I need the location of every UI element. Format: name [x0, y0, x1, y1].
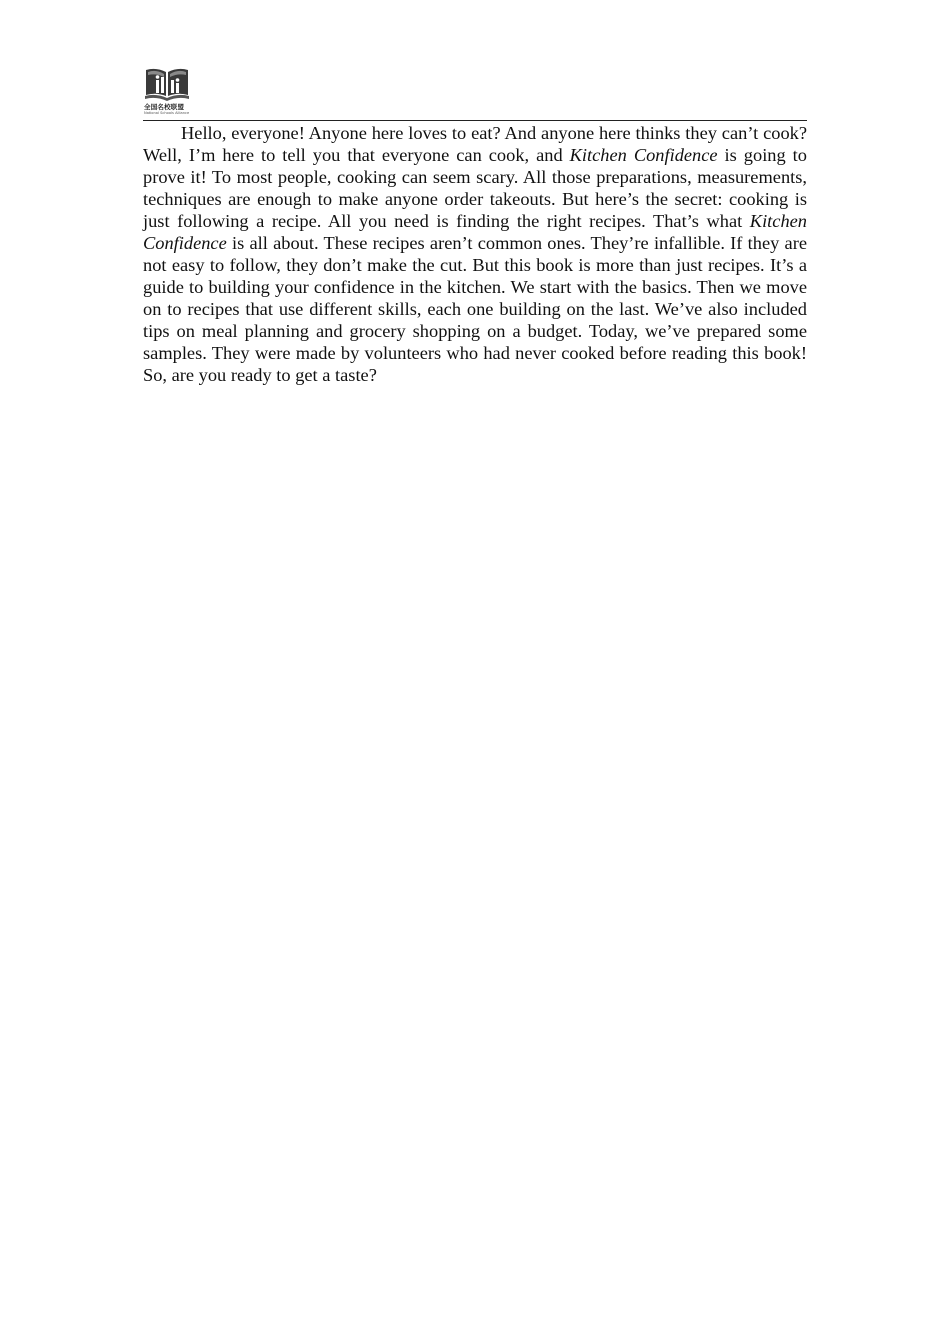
book-title: Kitchen Confidence	[143, 211, 807, 253]
passage-paragraph	[143, 122, 807, 386]
logo-english-text: National Schools Alliance	[144, 111, 190, 115]
page-header	[143, 66, 807, 122]
school-alliance-logo	[143, 66, 191, 118]
passage-text-2: is going to prove it! To most people, cooking can seem scary. All those preparations, measurements, techniques are enough to make anyone order takeouts. But here’s the secret: cooking is just following a recipe. All you need is finding the right recipes. That’s what	[143, 145, 807, 231]
book-title: Kitchen Confidence	[569, 145, 718, 165]
header-divider	[143, 120, 807, 121]
passage-text-1: Hello, everyone! Anyone here loves to eat? And anyone here thinks they can’t cook? Well, I’m here to tell you that everyone can cook, and	[143, 123, 807, 165]
open-book-icon	[143, 66, 191, 102]
logo-chinese-text: 全国名校联盟	[144, 103, 185, 111]
passage-text-3: is all about. These recipes aren’t common ones. They’re infallible. If they are not easy to follow, they don’t make the cut. But this book is more than just recipes. It’s a guide to building your confidence in the kitchen. We start with the basics. Then we move on to recipes that use different skills, each one building on the last. We’ve also included tips on meal planning and grocery shopping on a budget. Today, we’ve prepared some samples. They were made by volunteers who had never cooked before reading this book! So, are you ready to get a taste?	[143, 233, 807, 385]
